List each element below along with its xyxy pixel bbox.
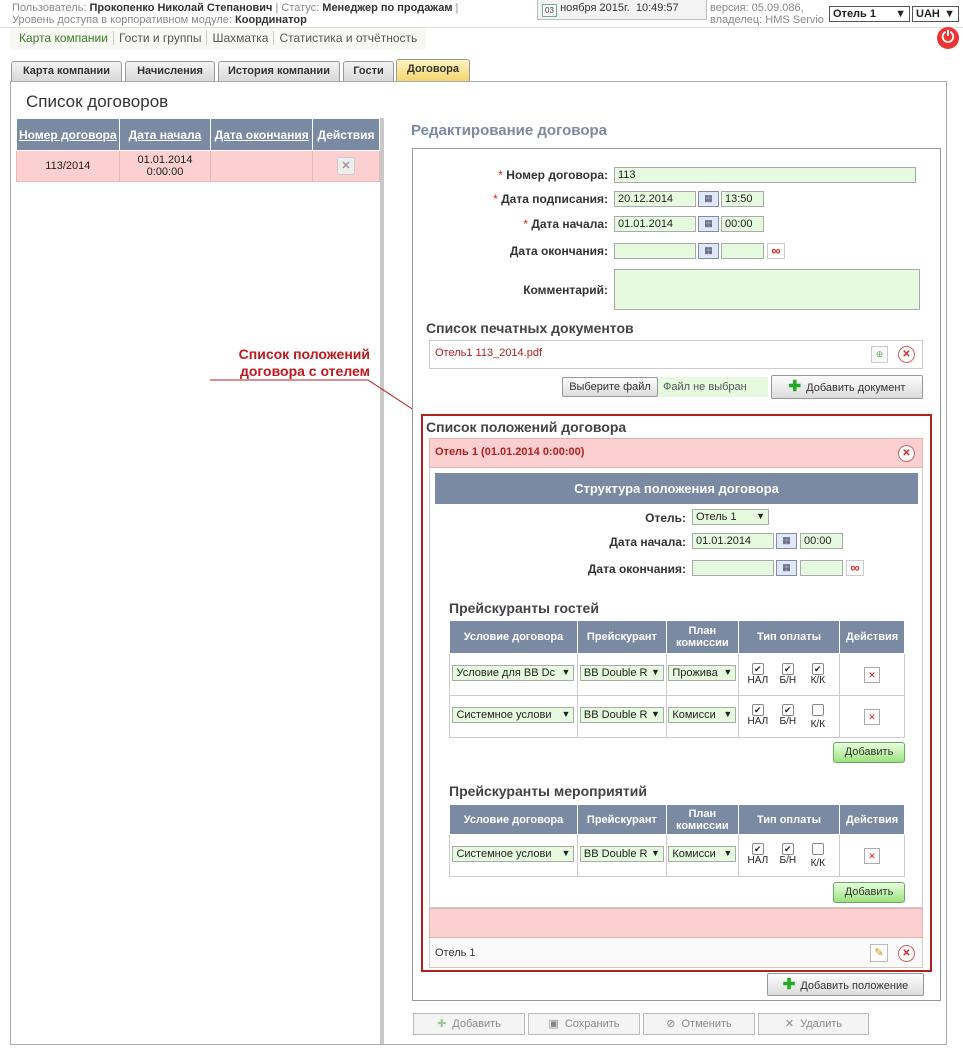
end-label: Дата окончания: xyxy=(509,244,608,258)
start-date-input[interactable]: 01.01.2014 xyxy=(614,216,696,232)
table-row xyxy=(450,654,905,696)
delete-row-icon[interactable]: ✕ xyxy=(864,848,880,864)
pricelist-select[interactable]: BB Double R ▼ xyxy=(580,707,664,723)
row-start: 01.01.2014 0:00:00 xyxy=(119,151,211,182)
status-label: | Статус: xyxy=(275,2,320,14)
pay-card-checkbox[interactable]: ✔ xyxy=(812,663,824,675)
pricelist-select[interactable]: BB Double R ▼ xyxy=(580,665,664,681)
delete-row-icon[interactable]: ✕ xyxy=(864,709,880,725)
chevron-down-icon: ▼ xyxy=(650,709,660,719)
save-icon: ▣ xyxy=(548,1018,559,1030)
tab-guests[interactable]: Гости xyxy=(343,61,394,81)
close-icon: ✕ xyxy=(784,1018,795,1030)
commission-select[interactable]: Комисси ▼ xyxy=(668,846,736,862)
tab-charges[interactable]: Начисления xyxy=(125,61,215,81)
save-button[interactable]: ▣ Сохранить xyxy=(528,1013,640,1035)
pay-cash-label: НАЛ xyxy=(747,675,769,686)
comment-label: Комментарий: xyxy=(523,283,608,297)
nav-statistics[interactable]: Статистика и отчётность xyxy=(273,31,422,45)
edit-title: Редактирование договора xyxy=(411,122,607,139)
end-time-input[interactable] xyxy=(721,243,764,259)
contracts-table xyxy=(16,118,380,182)
row-actions xyxy=(313,151,380,182)
comment-textarea[interactable] xyxy=(614,269,920,310)
pay-card-checkbox[interactable] xyxy=(812,704,824,716)
col-start[interactable]: Дата начала xyxy=(119,119,211,151)
col-number[interactable]: Номер договора xyxy=(17,119,120,151)
start-label: * Дата начала: xyxy=(523,217,608,231)
chevron-down-icon: ▼ xyxy=(723,709,733,719)
guests-prices-table xyxy=(449,620,905,738)
calendar-icon: 03 xyxy=(542,4,557,17)
access-label: Уровень доступа в корпоративном модуле: xyxy=(12,14,232,26)
position-footer xyxy=(429,938,923,968)
pay-card-checkbox[interactable] xyxy=(812,843,824,855)
position-end-date[interactable] xyxy=(692,560,774,576)
chevron-down-icon: ▼ xyxy=(944,8,955,20)
plus-icon: ✚ xyxy=(788,378,802,395)
pay-cash-label: НАЛ xyxy=(747,715,769,727)
hotel-label: Отель: xyxy=(645,511,686,525)
access-value: Координатор xyxy=(235,14,307,26)
condition-select[interactable]: Системное услови ▼ xyxy=(452,846,574,862)
pay-card-label: К/К xyxy=(810,675,826,686)
col-condition: Условие договора xyxy=(450,805,578,835)
add-position-button[interactable]: ✚ Добавить положение xyxy=(767,973,924,996)
commission-select[interactable]: Прожива ▼ xyxy=(668,665,736,681)
col-pricelist: Прейскурант xyxy=(577,805,666,835)
power-icon[interactable]: ⏻ xyxy=(937,27,959,49)
chevron-down-icon: ▼ xyxy=(561,848,571,858)
condition-select[interactable]: Системное услови ▼ xyxy=(452,707,574,723)
calendar-icon[interactable]: ▦ xyxy=(776,560,797,576)
doc-file-link[interactable]: Отель1 113_2014.pdf xyxy=(435,347,543,359)
guests-prices-table-wrap xyxy=(449,620,905,738)
top-nav xyxy=(10,28,426,50)
access-info xyxy=(12,14,307,26)
position-start-date[interactable]: 01.01.2014 xyxy=(692,533,774,549)
choose-file-button[interactable]: Выберите файл xyxy=(562,377,658,397)
plus-icon: ✚ xyxy=(782,976,796,993)
table-row[interactable] xyxy=(17,151,380,182)
col-actions: Действия xyxy=(840,621,905,654)
col-commission: План комиссии xyxy=(666,805,738,835)
position-hotel-select[interactable]: Отель 1 ▼ xyxy=(692,509,769,525)
events-prices-table-wrap xyxy=(449,804,905,877)
current-date: ноября 2015г. xyxy=(560,2,630,14)
pay-card-label: К/К xyxy=(810,718,826,730)
chevron-down-icon: ▼ xyxy=(650,667,660,677)
chevron-down-icon: ▼ xyxy=(561,709,571,719)
pay-cash-checkbox[interactable]: ✔ xyxy=(752,704,764,716)
col-pay-type: Тип оплаты xyxy=(738,621,839,654)
number-label: * Номер договора: xyxy=(498,168,608,182)
pay-cash-label: НАЛ xyxy=(747,854,769,866)
tab-history[interactable]: История компании xyxy=(218,61,340,81)
add-guest-price-button[interactable]: Добавить xyxy=(833,742,905,763)
close-icon[interactable]: ✕ xyxy=(898,945,915,962)
col-commission: План комиссии xyxy=(666,621,738,654)
col-actions: Действия xyxy=(313,119,380,151)
pay-cash-checkbox[interactable]: ✔ xyxy=(752,843,764,855)
commission-select[interactable]: Комисси ▼ xyxy=(668,707,736,723)
row-number: 113/2014 xyxy=(17,151,120,182)
condition-select[interactable]: Условие для BB Dc ▼ xyxy=(452,665,574,681)
close-icon[interactable]: ✕ xyxy=(898,445,915,462)
start-time-input[interactable]: 00:00 xyxy=(721,216,764,232)
events-prices-title: Прейскуранты мероприятий xyxy=(449,783,647,799)
nav-chess[interactable]: Шахматка xyxy=(206,31,273,45)
add-event-price-button[interactable]: Добавить xyxy=(833,882,905,903)
calendar-icon[interactable]: ▦ xyxy=(698,243,719,259)
col-pricelist: Прейскурант xyxy=(577,621,666,654)
pay-bank-label: Б/Н xyxy=(779,675,797,686)
position-start-label: Дата начала: xyxy=(609,535,686,549)
annotation-label: Список положений договора с отелем xyxy=(238,346,370,379)
date-time-box xyxy=(537,0,707,20)
version-text: версия: 05.09.086, xyxy=(710,2,804,14)
position-end-time[interactable] xyxy=(800,560,843,576)
pay-bank-checkbox[interactable]: ✔ xyxy=(782,663,794,675)
docs-title: Список печатных документов xyxy=(426,320,634,336)
end-date-input[interactable] xyxy=(614,243,696,259)
cancel-button[interactable]: ⊘ Отменить xyxy=(643,1013,755,1035)
currency-select[interactable]: UAH ▼ xyxy=(912,6,959,22)
positions-title: Список положений договора xyxy=(426,419,627,435)
pay-bank-label: Б/Н xyxy=(779,715,797,727)
chevron-down-icon: ▼ xyxy=(895,8,906,20)
structure-title: Структура положения договора xyxy=(435,473,918,504)
guests-prices-title: Прейскуранты гостей xyxy=(449,600,599,616)
col-pay-type: Тип оплаты xyxy=(738,805,839,835)
pricelist-select[interactable]: BB Double R ▼ xyxy=(580,846,664,862)
col-condition: Условие договора xyxy=(450,621,578,654)
contracts-list-panel xyxy=(16,118,384,1044)
calendar-icon[interactable]: ▦ xyxy=(776,533,797,549)
contracts-list-title: Список договоров xyxy=(26,92,169,111)
sign-date-input[interactable]: 20.12.2014 xyxy=(614,191,696,207)
position-footer-label: Отель 1 xyxy=(435,947,476,959)
position-header-label: Отель 1 (01.01.2014 0:00:00) xyxy=(435,446,585,458)
current-time: 10:49:57 xyxy=(635,2,679,14)
edit-icon[interactable]: ✎ xyxy=(870,944,888,962)
sign-label: * Дата подписания: xyxy=(493,192,608,206)
owner-text: владелец: HMS Servio xyxy=(710,14,824,26)
table-row xyxy=(450,835,905,877)
delete-row-icon[interactable]: ✕ xyxy=(864,667,880,683)
delete-icon[interactable]: ✕ xyxy=(337,157,355,175)
infinity-icon[interactable]: ∞ xyxy=(767,243,785,259)
tab-company-card[interactable]: Карта компании xyxy=(11,61,122,81)
sign-time-input[interactable]: 13:50 xyxy=(721,191,764,207)
tab-contracts[interactable]: Договора xyxy=(396,59,470,82)
pay-card-label: К/К xyxy=(810,857,826,869)
chevron-down-icon: ▼ xyxy=(650,848,660,858)
user-name: Прокопенко Николай Степанович xyxy=(89,2,273,14)
plus-icon: ✚ xyxy=(437,1018,447,1030)
hotel-select[interactable]: Отель 1 ▼ xyxy=(829,6,910,22)
add-document-button[interactable]: ✚ Добавить документ xyxy=(771,375,923,399)
col-end[interactable]: Дата окончания xyxy=(211,119,313,151)
chevron-down-icon: ▼ xyxy=(723,848,733,858)
chevron-down-icon: ▼ xyxy=(756,511,765,521)
pay-bank-checkbox[interactable]: ✔ xyxy=(782,704,794,716)
cancel-icon: ⊘ xyxy=(666,1018,676,1030)
pay-bank-checkbox[interactable]: ✔ xyxy=(782,843,794,855)
chevron-down-icon: ▼ xyxy=(723,667,733,677)
no-file-text: Файл не выбран xyxy=(658,377,768,397)
user-info: Пользователь: Прокопенко Николай Степанович | Статус: Менеджер по продажам | xyxy=(12,2,459,14)
close-icon[interactable]: ✕ xyxy=(898,346,915,363)
row-end xyxy=(211,151,313,182)
position-pink-band xyxy=(429,908,923,938)
add-button[interactable]: ✚ Добавить xyxy=(413,1013,525,1035)
doc-download-icon[interactable]: ⊕ xyxy=(871,346,888,363)
pay-cash-checkbox[interactable]: ✔ xyxy=(752,663,764,675)
col-actions: Действия xyxy=(840,805,905,835)
pay-bank-label: Б/Н xyxy=(779,854,797,866)
calendar-icon[interactable]: ▦ xyxy=(698,191,719,207)
status-value: Менеджер по продажам xyxy=(322,2,453,14)
position-start-time[interactable]: 00:00 xyxy=(800,533,843,549)
calendar-icon[interactable]: ▦ xyxy=(698,216,719,232)
nav-company-card[interactable]: Карта компании xyxy=(19,31,108,45)
position-end-label: Дата окончания: xyxy=(587,562,686,576)
infinity-icon[interactable]: ∞ xyxy=(846,560,864,576)
events-prices-table xyxy=(449,804,905,877)
user-label: Пользователь: xyxy=(12,2,87,14)
delete-button[interactable]: ✕ Удалить xyxy=(758,1013,869,1035)
table-row xyxy=(450,696,905,738)
chevron-down-icon: ▼ xyxy=(561,667,571,677)
number-input[interactable]: 113 xyxy=(614,167,916,183)
nav-guests-groups[interactable]: Гости и группы xyxy=(113,31,206,45)
